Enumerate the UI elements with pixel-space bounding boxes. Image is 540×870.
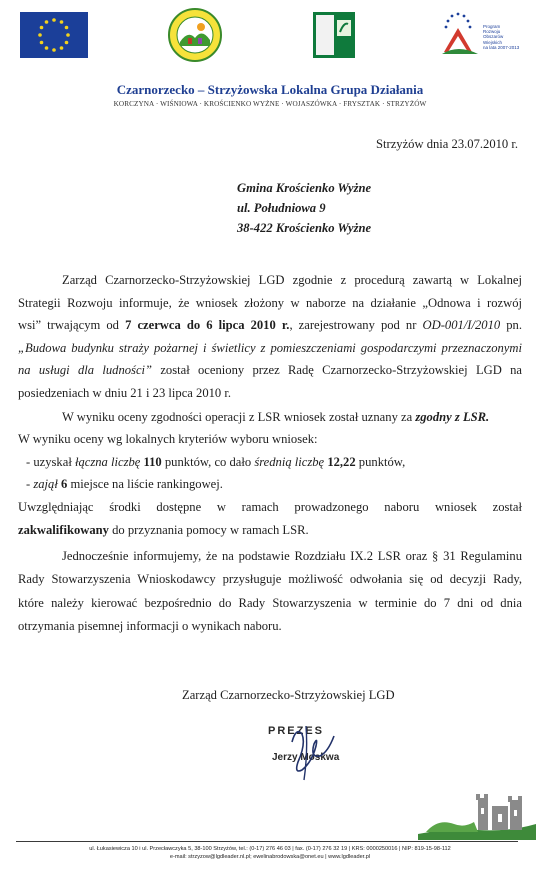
body-line: Zarząd Czarnorzecko-Strzyżowskiej LGD zgodnie z procedurą zawartą w Lokalnej [62, 273, 522, 287]
footer-address: ul. Łukasiewicza 10 i ul. Przecławczyka 5, 38-100 Strzyżów, tel.: (0-17) 276 46 03 | fax. (0-17) 276 32 19 | KRS: 0000250016 | NIP: 819-15-98-112 [89, 846, 451, 852]
text-run: łączna liczbę [74, 455, 141, 469]
date-range: 7 czerwca do 6 lipca 2010 r. [125, 318, 290, 332]
body-line [18, 523, 309, 538]
text-run: , zarejestrowany pod nr [289, 318, 423, 332]
body-line: Uwzględniając środki dostępne w ramach prowadzonego naboru wniosek został [18, 500, 522, 514]
prow-text-line: na lata 2007-2013 [483, 44, 520, 50]
project-title: „Budowa budynku straży pożarnej i świetlicy z pomieszczeniami gospodarczymi przeznaczonymi [18, 341, 522, 355]
body-line: otrzymania pisemnej informacji o wynikach naboru. [18, 619, 282, 633]
logo-bar [0, 6, 540, 58]
organization-towns: KORCZYNA · WIŚNIOWA · KROŚCIENKO WYŻNE · WOJASZÓWKA · FRYSZTAK · STRZYŻÓW [113, 100, 427, 108]
castle-ruins-graphic [418, 788, 536, 840]
body-line: W wyniku oceny wg lokalnych kryteriów wyboru wniosek: [18, 432, 318, 446]
prow-text-line: Rozwoju [483, 29, 501, 35]
qualification-status: zakwalifikowany [18, 523, 109, 537]
leader-logo [313, 12, 355, 58]
body-line: Strategii Rozwoju informuje, że wniosek złożony w naborze na działanie „Odnowa i rozwój [18, 296, 522, 310]
body-line: Jednocześnie informujemy, że na podstawie Rozdziału IX.2 LSR oraz § 31 Regulaminu [62, 549, 522, 563]
body-line: które należy kierować bezpośrednio do Rady Stowarzyszenia w terminie do 7 dni od dnia [18, 596, 522, 610]
prow-program-text [483, 24, 523, 50]
ranking-position: 6 [61, 477, 68, 491]
text-run: punktów, co dało [161, 455, 255, 469]
recipient-street: ul. Południowa 9 [237, 201, 326, 215]
prow-text-line: Wiejskich [483, 39, 503, 45]
body-line [18, 363, 522, 378]
letterhead [0, 82, 540, 108]
handwritten-signature [262, 722, 352, 782]
recipient-city: 38-422 Krościenko Wyżne [237, 221, 372, 235]
text-run: - [26, 477, 34, 491]
text-run: punktów, [355, 455, 406, 469]
text-run: pn. [500, 318, 522, 332]
body-line: Rady Stowarzyszenia Wnioskodawcy przysługuje możliwość odwołania się od decyzji Rady, [18, 572, 522, 586]
text-run: miejsce na liście rankingowej. [67, 477, 223, 491]
ldr-logo [168, 8, 222, 62]
bullet-points [26, 455, 405, 470]
footer-contact: e-mail: strzyzow@lgdleader.nl.pl; ewelinabrodowska@onet.eu | www.lgdleader.pl [169, 854, 371, 860]
body-line [62, 410, 489, 425]
text-run: został oceniony przez Radę Czarnorzecko-Strzyżowskiej LGD na [152, 363, 523, 377]
body-line [18, 341, 522, 356]
prow-text-line: Program [483, 24, 501, 29]
letter-date: Strzyżów dnia 23.07.2010 r. [376, 137, 519, 151]
body-line: posiedzeniach w dniu 21 i 23 lipca 2010 r. [18, 386, 231, 400]
eu-flag-icon [20, 12, 88, 58]
signature-title: Zarząd Czarnorzecko-Strzyżowskiej LGD [182, 688, 395, 702]
organization-name: Czarnorzecko – Strzyżowska Lokalna Grupa Działania [116, 82, 424, 97]
text-run: zajął [33, 477, 58, 491]
stamp-role: PREZES [268, 725, 325, 737]
text-run: - uzyskał [26, 455, 75, 469]
stamp-name: Jerzy Moskwa [272, 752, 340, 763]
points-total: 110 [143, 455, 162, 469]
project-title: na usługi dla ludności” [18, 363, 153, 377]
text-run: wsi” trwającym od [18, 318, 126, 332]
text-run: W wyniku oceny zgodności operacji z LSR wniosek został uznany za [62, 410, 416, 424]
application-number: OD-001/I/2010 [422, 318, 501, 332]
recipient-name: Gmina Krościenko Wyżne [237, 181, 372, 195]
text-run: do przyznania pomocy w ramach LSR. [108, 523, 309, 537]
footer-divider [16, 841, 518, 842]
points-average: 12,22 [327, 455, 356, 469]
prow-text-line: Obszarów [483, 34, 504, 40]
compliance-result: zgodny z LSR. [415, 410, 490, 424]
bullet-ranking [26, 477, 223, 492]
text-run: średnią liczbę [254, 455, 325, 469]
body-line [18, 318, 522, 333]
